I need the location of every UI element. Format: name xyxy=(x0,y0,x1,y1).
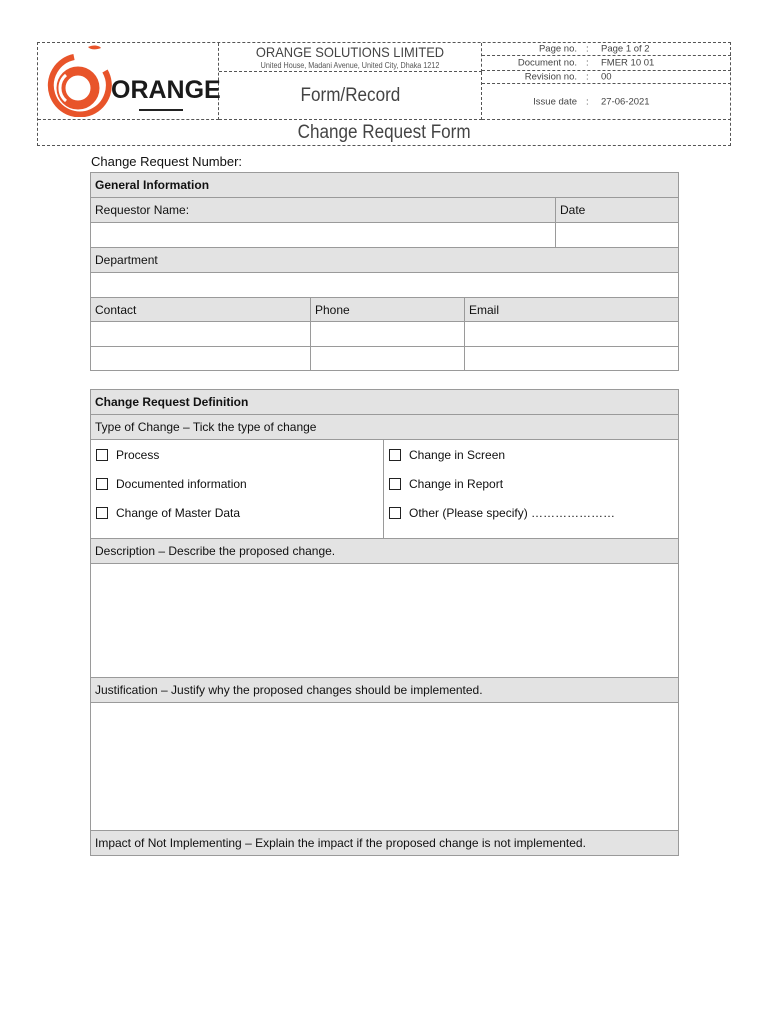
description-label: Description – Describe the proposed change. xyxy=(91,539,679,564)
company-address: United House, Madani Avenue, United City, Dhaka 1212 xyxy=(260,61,440,70)
option-change-in-report[interactable]: Change in Report xyxy=(388,469,674,498)
change-request-definition-heading: Change Request Definition xyxy=(91,390,679,415)
meta-page-no: Page no. : Page 1 of 2 xyxy=(482,43,731,56)
change-request-definition-table xyxy=(90,389,679,856)
change-request-number-label: Change Request Number: xyxy=(91,154,243,169)
form-title-cell xyxy=(38,120,731,146)
general-information-table xyxy=(90,172,679,371)
meta-revision-no: Revision no. : 00 xyxy=(482,71,731,84)
contact-field[interactable] xyxy=(91,322,311,347)
company-info-cell xyxy=(219,43,482,72)
general-information-heading: General Information xyxy=(91,173,679,198)
option-process[interactable]: Process xyxy=(95,440,379,469)
checkbox-icon[interactable] xyxy=(96,449,108,461)
form-record-label: Form/Record xyxy=(300,84,400,106)
logo-underline xyxy=(139,109,183,111)
phone-field-2[interactable] xyxy=(311,347,465,371)
form-record-cell xyxy=(219,72,482,120)
department-field[interactable] xyxy=(91,273,679,298)
requestor-name-label: Requestor Name: xyxy=(91,198,556,223)
option-documented-information[interactable]: Documented information xyxy=(95,469,379,498)
checkbox-icon[interactable] xyxy=(389,449,401,461)
phone-field[interactable] xyxy=(311,322,465,347)
contact-label: Contact xyxy=(91,298,311,322)
company-logo xyxy=(44,45,221,117)
type-of-change-label: Type of Change – Tick the type of change xyxy=(91,415,679,440)
checkbox-icon[interactable] xyxy=(389,507,401,519)
checkbox-icon[interactable] xyxy=(96,507,108,519)
logo-wordmark: ORANGE xyxy=(111,76,221,104)
checkbox-icon[interactable] xyxy=(389,478,401,490)
meta-issue-date: Issue date : 27-06-2021 xyxy=(533,96,650,108)
justification-field[interactable] xyxy=(91,703,679,831)
date-label: Date xyxy=(556,198,679,223)
phone-label: Phone xyxy=(311,298,465,322)
change-type-options-right xyxy=(384,440,679,539)
form-title: Change Request Form xyxy=(298,122,471,143)
logo-cell xyxy=(38,43,219,120)
description-field[interactable] xyxy=(91,564,679,678)
date-field[interactable] xyxy=(556,223,679,248)
document-meta xyxy=(482,43,731,120)
email-field[interactable] xyxy=(465,322,679,347)
impact-label: Impact of Not Implementing – Explain the impact if the proposed change is not implemented. xyxy=(91,831,679,856)
contact-field-2[interactable] xyxy=(91,347,311,371)
option-other[interactable]: Other (Please specify) ………………… xyxy=(388,498,674,527)
option-change-of-master-data[interactable]: Change of Master Data xyxy=(95,498,379,527)
document-header xyxy=(37,42,731,146)
option-change-in-screen[interactable]: Change in Screen xyxy=(388,440,674,469)
justification-label: Justification – Justify why the proposed changes should be implemented. xyxy=(91,678,679,703)
requestor-name-field[interactable] xyxy=(91,223,556,248)
email-field-2[interactable] xyxy=(465,347,679,371)
email-label: Email xyxy=(465,298,679,322)
checkbox-icon[interactable] xyxy=(96,478,108,490)
department-label: Department xyxy=(91,248,679,273)
meta-document-no: Document no. : FMER 10 01 xyxy=(482,56,731,71)
company-name: ORANGE SOLUTIONS LIMITED xyxy=(255,44,445,60)
change-type-options-left xyxy=(91,440,384,539)
